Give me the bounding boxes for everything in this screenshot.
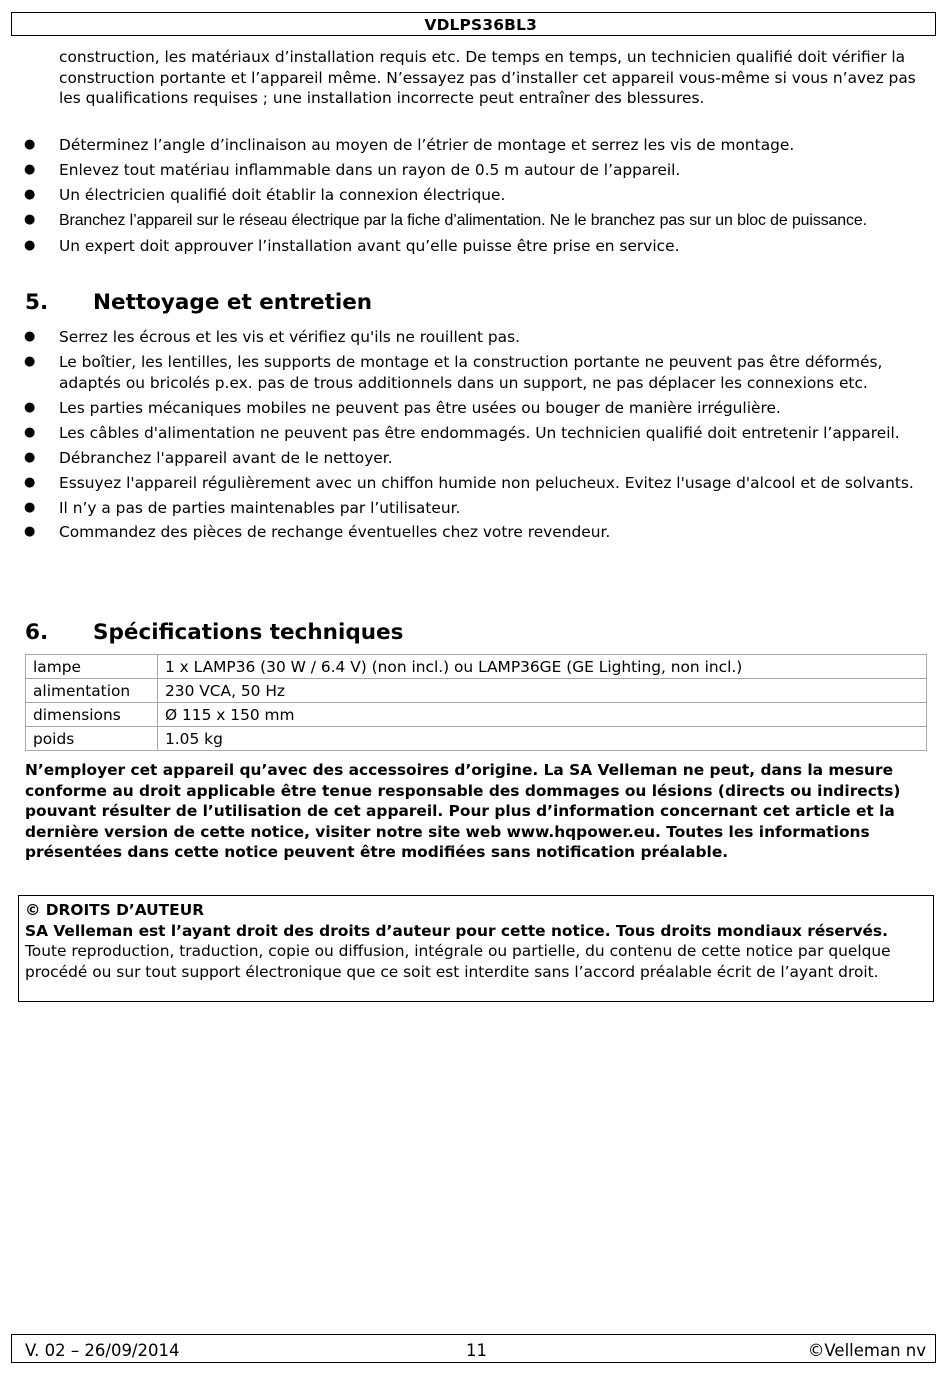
bullet-icon: ● [24,211,36,227]
bullet-icon: ● [24,524,36,540]
list-item: ● Débranchez l'appareil avant de le nettoyer. [24,448,393,467]
bullet-icon: ● [24,237,36,253]
page-footer [11,1334,936,1363]
bullet-icon: ● [24,499,36,515]
document-title: VDLPS36BL3 [424,16,537,34]
liability-notice: N’employer cet appareil qu’avec des accessoires d’origine. La SA Velleman ne peut, dans la mesure conforme au droit applicable être tenue responsable des dommages ou lésions (directs ou indirects) pouvant résulter de l’utilisation de cet appareil. Pour plus d’information concernant cet article et la dernière version de cette notice, visiter notre site web www.hqpower.eu. Toutes les informations présentées dans cette notice peuvent être modifiées sans notification préalable. [25,761,901,862]
bullet-icon: ● [24,161,36,177]
list-item: ● Les parties mécaniques mobiles ne peuvent pas être usées ou bouger de manière irrégulière. [24,398,781,417]
table-row [26,655,927,679]
spec-value: 1.05 kg [158,727,927,751]
list-item: ● Le boîtier, les lentilles, les supports de montage et la construction portante ne peuvent pas être déformés, adaptés ou bricolés p.ex. pas de trous additionnels dans un support, ne pas déplacer les connexions etc. [24,352,883,392]
spec-value: 1 x LAMP36 (30 W / 6.4 V) (non incl.) ou LAMP36GE (GE Lighting, non incl.) [158,655,927,679]
bullet-icon: ● [24,329,36,344]
list-item: ● Il n’y a pas de parties maintenables par l’utilisateur. [24,498,461,517]
copyright-title: © DROITS D’AUTEUR [25,901,205,919]
list-item: ● Un électricien qualifié doit établir la connexion électrique. [24,185,506,204]
list-item: ● Déterminez l’angle d’inclinaison au moyen de l’étrier de montage et serrez les vis de montage. [24,136,795,154]
section-heading-maintenance: 5. Nettoyage et entretien [25,290,373,315]
list-item: ● Les câbles d'alimentation ne peuvent pas être endommagés. Un technicien qualifié doit entretenir l’appareil. [24,423,900,442]
bullet-icon: ● [24,449,36,465]
list-item: ● Serrez les écrous et les vis et vérifiez qu'ils ne rouillent pas. [24,328,521,346]
spec-key: alimentation [26,679,158,703]
copyright-body: Toute reproduction, traduction, copie ou diffusion, intégrale ou partielle, du contenu de cette notice par quelque procédé ou sur tout support électronique que ce soit est interdite sans l’accord préalable écrit de l’ayant droit. [25,942,891,981]
list-item: ● Commandez des pièces de rechange éventuelles chez votre revendeur. [24,523,611,542]
bullet-icon: ● [24,137,36,152]
specifications-table [25,654,927,751]
table-row [26,727,927,751]
table-row [26,703,927,727]
intro-paragraph: construction, les matériaux d’installation requis etc. De temps en temps, un technicien qualifié doit vérifier la construction portante et l’appareil même. N’essayez pas d’installer cet appareil vous-même si vous n’avez pas les qualifications requises ; une installation incorrecte peut entraîner des blessures. [59,48,916,108]
bullet-icon: ● [24,424,36,440]
list-item: ● Enlevez tout matériau inflammable dans un rayon de 0.5 m autour de l’appareil. [24,160,681,179]
bullet-icon: ● [24,399,36,415]
list-item: ● Un expert doit approuver l’installation avant qu’elle puisse être prise en service. [24,236,680,255]
table-row [26,679,927,703]
spec-value: Ø 115 x 150 mm [158,703,927,727]
copyright-lead: SA Velleman est l’ayant droit des droits d’auteur pour cette notice. Tous droits mondiaux réservés. [25,921,888,940]
section-heading-specifications: 6. Spécifications techniques [25,620,404,645]
copyright-box [18,895,934,1002]
spec-key: poids [26,727,158,751]
footer-company: ©Velleman nv [807,1341,926,1360]
copyright-text [25,921,927,983]
footer-version: V. 02 – 26/09/2014 [25,1341,180,1360]
list-item: ● Essuyez l'appareil régulièrement avec un chiffon humide non pelucheux. Evitez l'usage d'alcool et de solvants. [24,473,914,492]
spec-value: 230 VCA, 50 Hz [158,679,927,703]
installation-bullet-list [0,135,950,261]
spec-key: lampe [26,655,158,679]
bullet-icon: ● [24,186,36,202]
page-header [11,12,936,36]
list-item: ● Branchez l’appareil sur le réseau électrique par la fiche d’alimentation. Ne le branchez pas sur un bloc de puissance. [24,211,867,229]
spec-key: dimensions [26,703,158,727]
bullet-icon: ● [24,353,36,369]
bullet-icon: ● [24,474,36,490]
maintenance-bullet-list [0,327,950,547]
page-number: 11 [466,1341,487,1360]
